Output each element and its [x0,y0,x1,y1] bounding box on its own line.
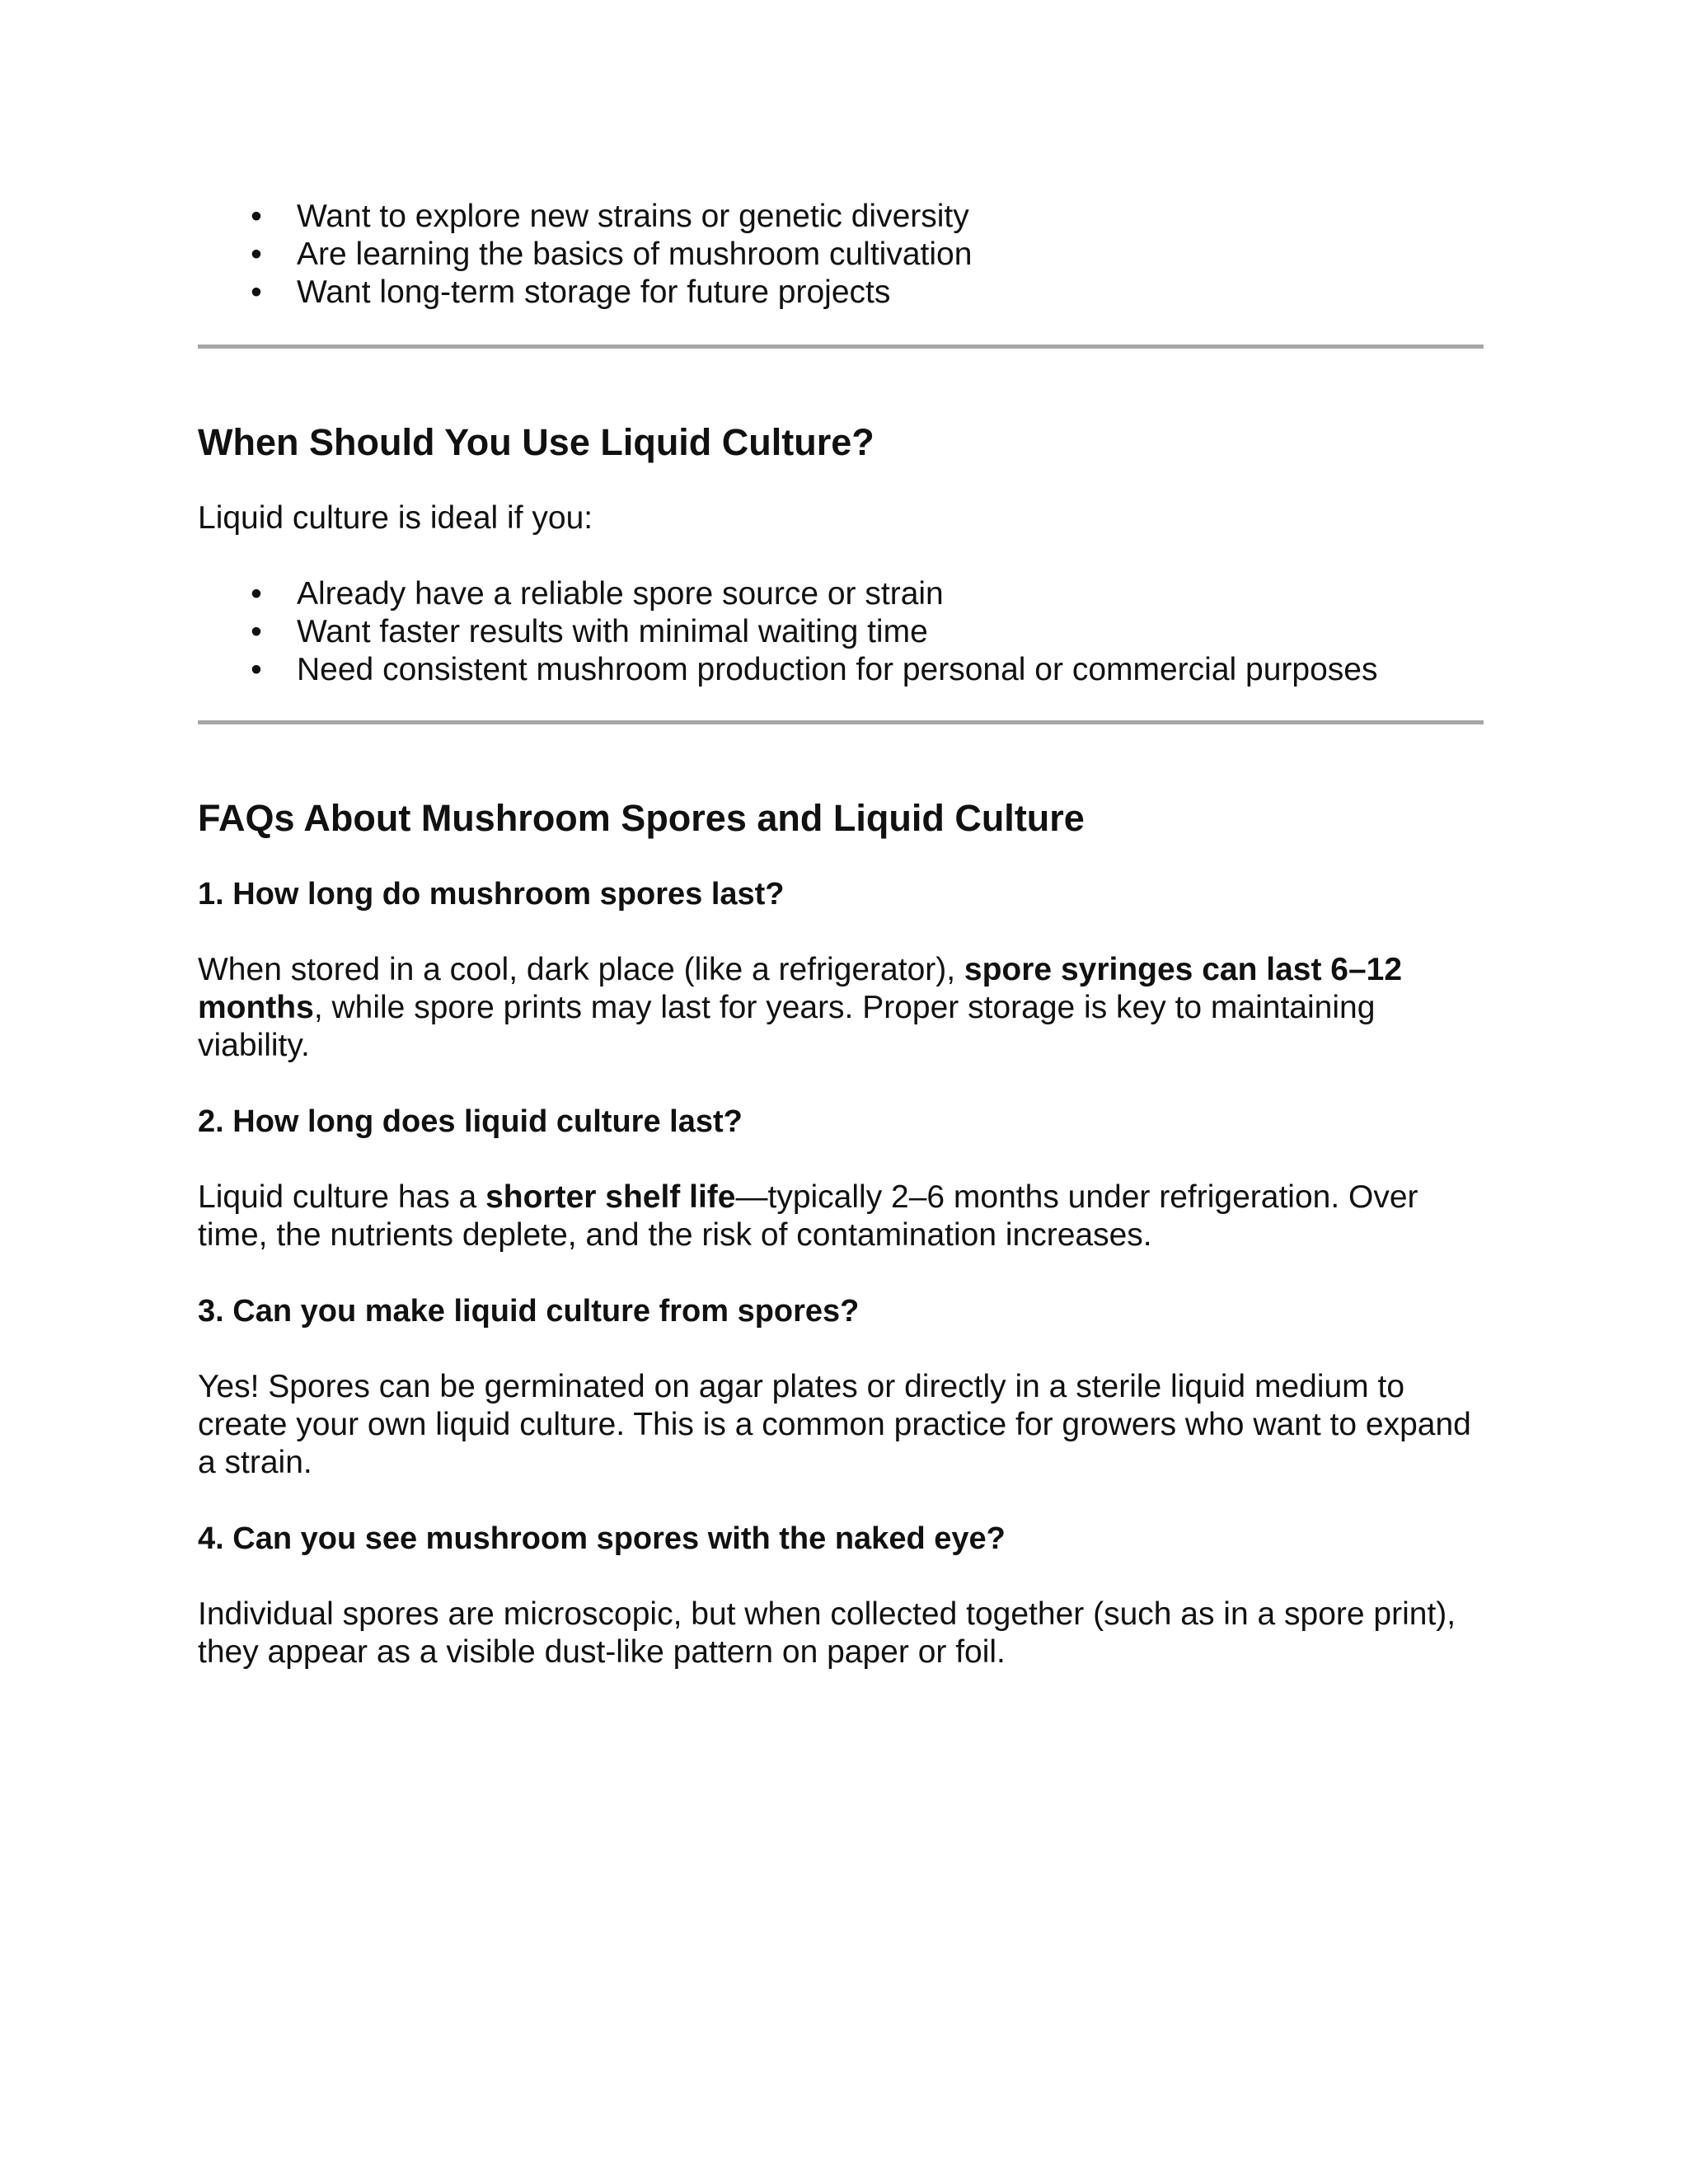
list-item: • Need consistent mushroom production for personal or commercial purposes [198,651,1484,689]
liquid-culture-bullet-list [198,575,1484,689]
bullet-icon: • [251,274,262,310]
list-item: • Want faster results with minimal waiting time [198,613,1484,651]
faq-answer-4: Individual spores are microscopic, but when collected together (such as in a spore print), they appear as a visible dust-like pattern on paper or foil. [198,1596,1456,1670]
faq-question-3: 3. Can you make liquid culture from spores? [198,1294,860,1329]
faq-answer-1: When stored in a cool, dark place (like a refrigerator), spore syringes can last 6–12 months, while spore prints may last for years. Proper storage is key to maintaining viability. [198,952,1403,1063]
faq-question-2: 2. How long does liquid culture last? [198,1104,743,1139]
bullet-icon: • [251,652,262,687]
section-heading-faqs: FAQs About Mushroom Spores and Liquid Culture [198,797,1085,839]
horizontal-divider [198,720,1484,724]
bullet-icon: • [251,576,262,612]
faq-answer-3: Yes! Spores can be germinated on agar plates or directly in a sterile liquid medium to create your own liquid culture. This is a common practice for growers who want to expand a strain. [198,1369,1471,1480]
liquid-culture-intro: Liquid culture is ideal if you: [198,500,593,536]
intro-bullet-list [198,198,1484,312]
faq-question-4: 4. Can you see mushroom spores with the naked eye? [198,1521,1006,1556]
document-page [198,198,1484,1671]
bullet-icon: • [251,237,262,272]
list-item: • Are learning the basics of mushroom cultivation [198,236,1484,274]
faq-answer-2: Liquid culture has a shorter shelf life—typically 2–6 months under refrigeration. Over time, the nutrients deplete, and the risk of contamination increases. [198,1179,1418,1253]
list-item: • Want to explore new strains or genetic diversity [198,198,1484,236]
horizontal-divider [198,344,1484,349]
bullet-icon: • [251,199,262,234]
list-item: • Already have a reliable spore source or strain [198,575,1484,613]
list-item: • Want long-term storage for future projects [198,274,1484,312]
faq-question-1: 1. How long do mushroom spores last? [198,877,785,912]
bullet-icon: • [251,614,262,649]
section-heading-liquid-culture: When Should You Use Liquid Culture? [198,421,874,463]
